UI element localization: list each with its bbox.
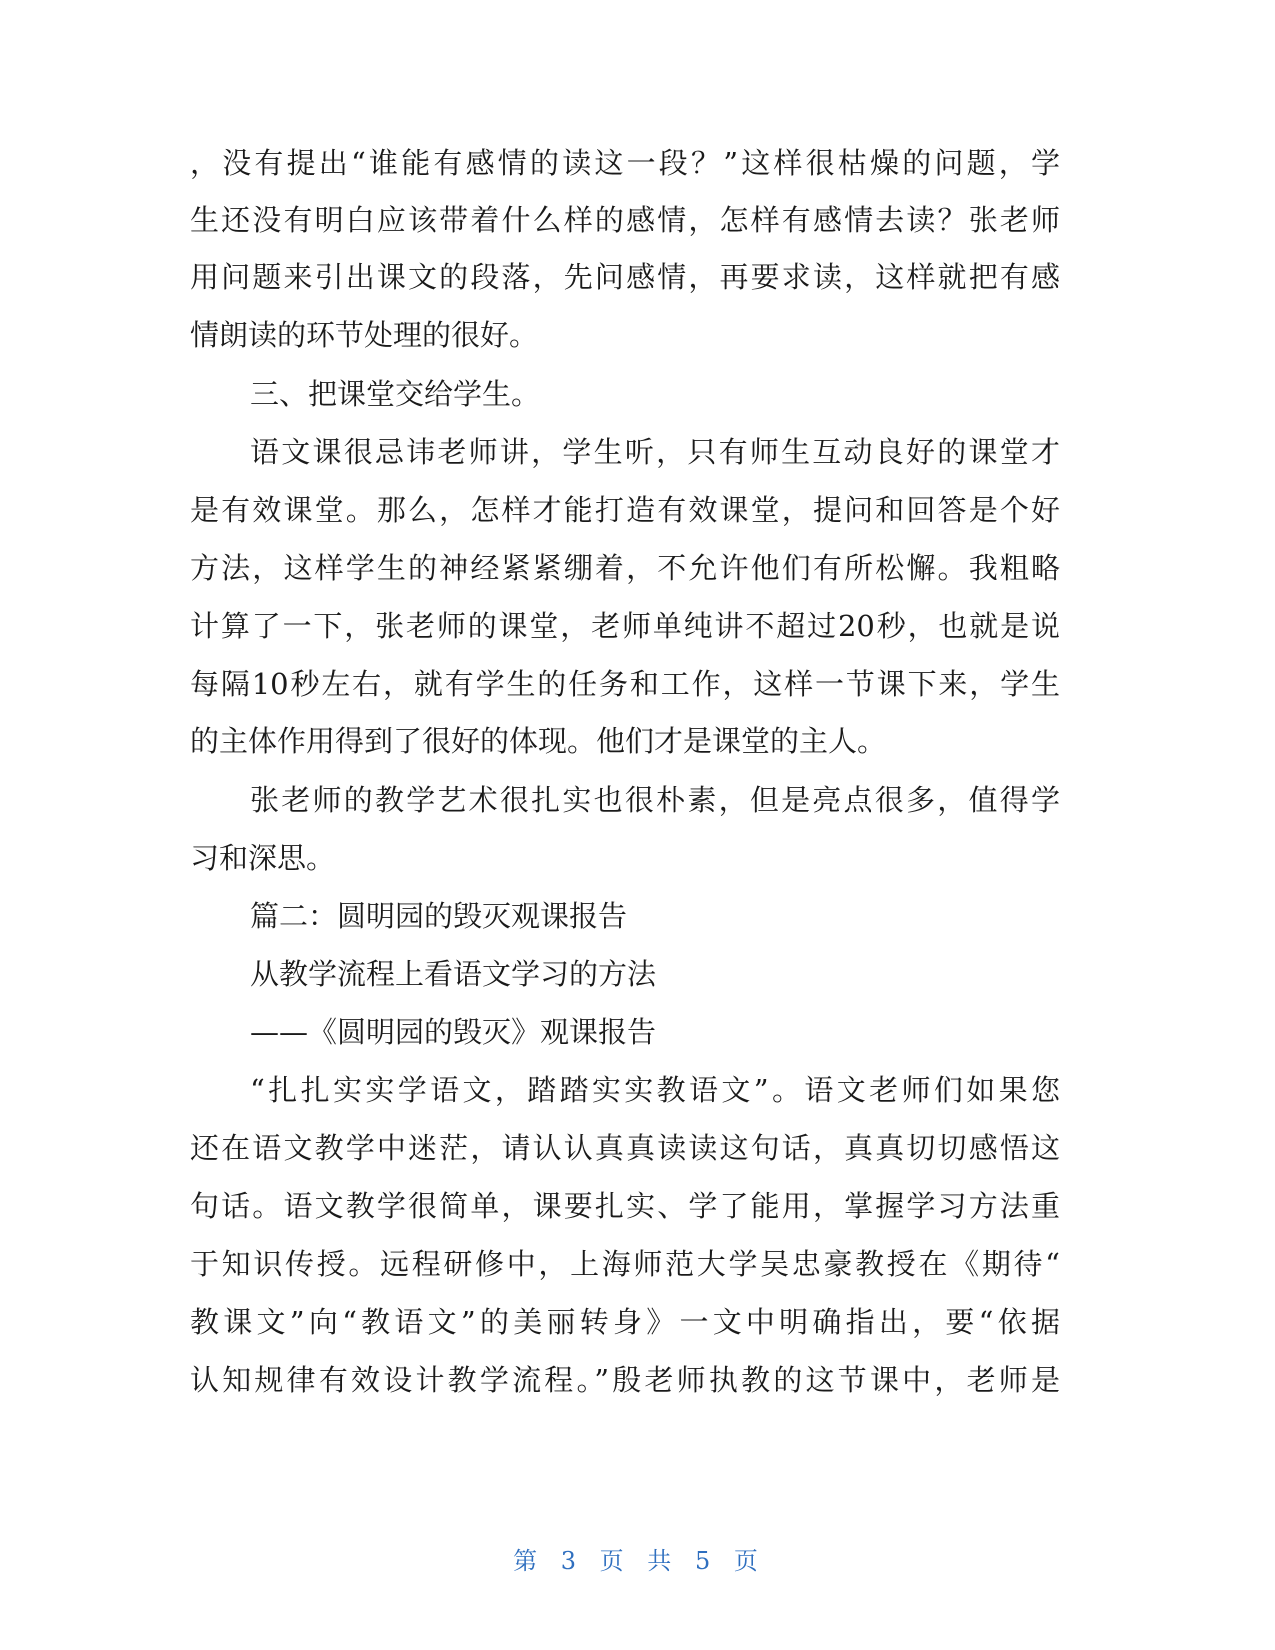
paragraph-line: 的主体作用得到了很好的体现。他们才是课堂的主人。 [190, 724, 887, 758]
paragraph-line: 习和深思。 [190, 841, 336, 875]
paragraph-line: 情朗读的环节处理的很好。 [190, 318, 539, 352]
paragraph-line: 认知规律有效设计教学流程。”殷老师执教的这节课中，老师是 [190, 1363, 1060, 1397]
paragraph-line: 计算了一下，张老师的课堂，老师单纯讲不超过20秒，也就是说 [190, 609, 1060, 643]
paragraph-line: 用问题来引出课文的段落，先问感情，再要求读，这样就把有感 [190, 260, 1060, 294]
article-subtitle-dash: ——《圆明园的毁灭》观课报告 [250, 1015, 657, 1049]
article-subtitle: 从教学流程上看语文学习的方法 [250, 957, 657, 991]
paragraph-line: 于知识传授。远程研修中，上海师范大学吴忠豪教授在《期待“ [190, 1247, 1060, 1281]
paragraph-line: 生还没有明白应该带着什么样的感情，怎样有感情去读？张老师 [190, 203, 1060, 237]
paragraph-line: 句话。语文教学很简单，课要扎实、学了能用，掌握学习方法重 [190, 1189, 1060, 1223]
paragraph-line: “扎扎实实学语文，踏踏实实教语文”。语文老师们如果您 [250, 1073, 1060, 1107]
paragraph-line: 还在语文教学中迷茫，请认认真真读读这句话，真真切切感悟这 [190, 1131, 1060, 1165]
paragraph-line: 方法，这样学生的神经紧紧绷着，不允许他们有所松懈。我粗略 [190, 551, 1060, 585]
paragraph-line: ，没有提出“谁能有感情的读这一段？”这样很枯燥的问题，学 [190, 146, 1060, 180]
paragraph-line: 教课文”向“教语文”的美丽转身》一文中明确指出，要“依据 [190, 1305, 1060, 1339]
page-number-footer: 第 3 页 共 5 页 [513, 1547, 762, 1575]
article-title: 篇二：圆明园的毁灭观课报告 [250, 899, 628, 933]
paragraph-line: 张老师的教学艺术很扎实也很朴素，但是亮点很多，值得学 [250, 783, 1060, 817]
section-heading: 三、把课堂交给学生。 [250, 377, 541, 411]
paragraph-line: 语文课很忌讳老师讲，学生听，只有师生互动良好的课堂才 [250, 435, 1060, 469]
paragraph-line: 是有效课堂。那么，怎样才能打造有效课堂，提问和回答是个好 [190, 493, 1060, 527]
paragraph-line: 每隔10秒左右，就有学生的任务和工作，这样一节课下来，学生 [190, 667, 1060, 701]
